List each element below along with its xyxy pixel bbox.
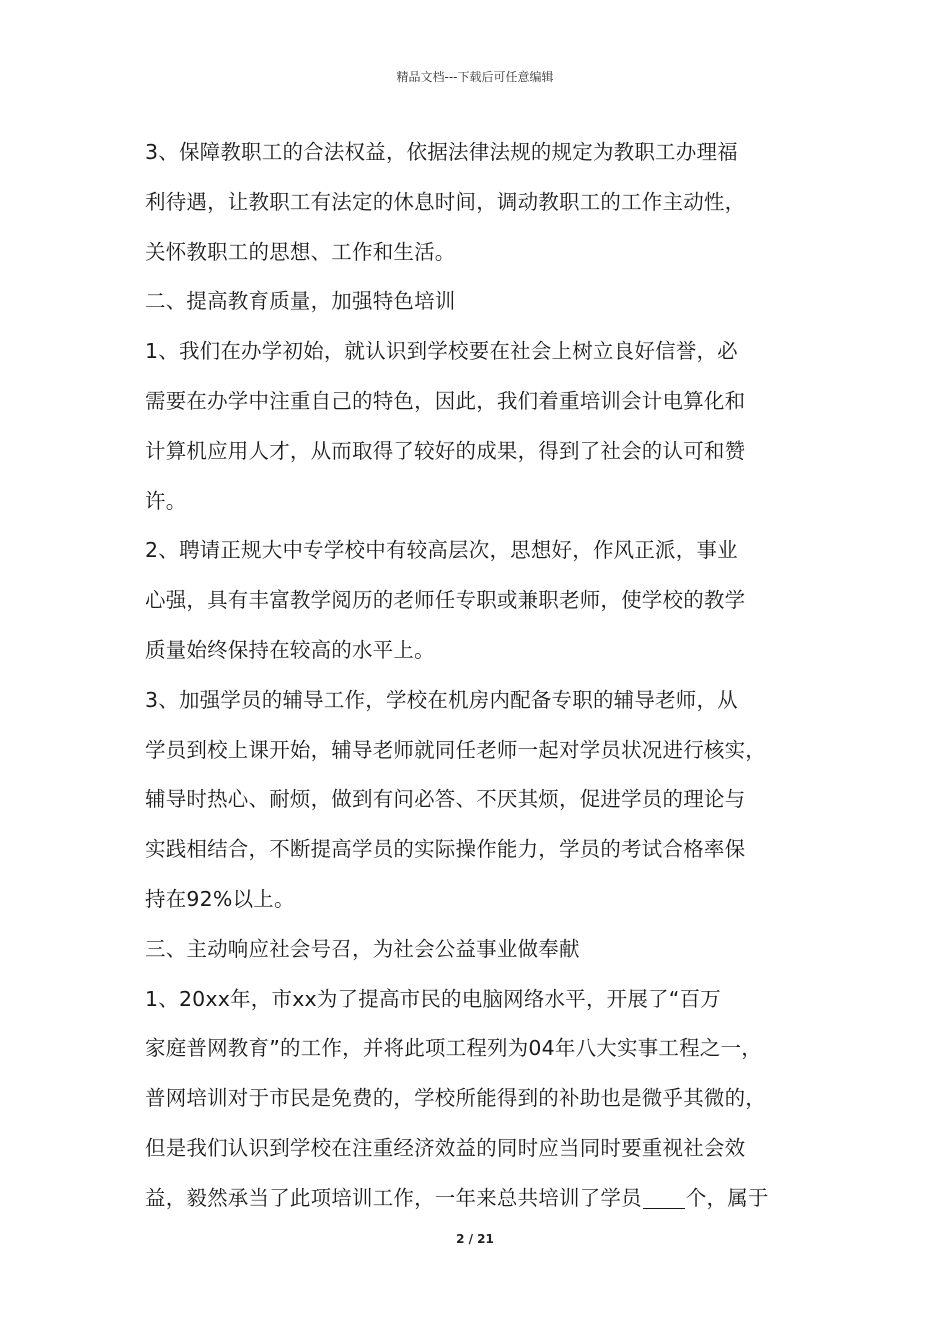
text-line: 持在92%以上。 [145,886,295,911]
fill-in-blank [643,1186,685,1209]
text-line: 需要在办学中注重自己的特色，因此，我们着重培训会计电算化和 [145,388,746,413]
text-line: 1、我们在办学初始，就认识到学校要在社会上树立良好信誉，必 [145,339,738,364]
text-line: 质量始终保持在较高的水平上。 [145,637,435,662]
document-body [145,128,835,1224]
text-line: 学员到校上课开始，辅导老师就同任老师一起对学员状况进行核实， [145,737,766,762]
text-line: 关怀教职工的思想、工作和生活。 [145,239,456,264]
text-line: 3、保障教职工的合法权益，依据法律法规的规定为教职工办理福 [145,140,738,164]
text-line: 实践相结合，不断提高学员的实际操作能力，学员的考试合格率保 [145,837,746,862]
text-line: 家庭普网教育”的工作，并将此项工程列为04年八大实事工程之一， [145,1036,762,1061]
text-line: 心强，具有丰富教学阅历的老师任专职或兼职老师，使学校的教学 [145,588,746,613]
text-line: 许。 [145,488,187,513]
text-segment: 个，属于 [685,1185,769,1210]
page-header: 精品文档---下载后可任意编辑 [396,70,554,84]
text-line: 2、聘请正规大中专学校中有较高层次，思想好，作风正派，事业 [145,538,738,563]
text-line: 利待遇，让教职工有法定的休息时间，调动教职工的工作主动性， [145,189,746,214]
section-heading: 三、主动响应社会号召，为社会公益事业做奉献 [145,936,580,961]
text-line: 计算机应用人才，从而取得了较好的成果，得到了社会的认可和赞 [145,438,746,463]
text-line: 但是我们认识到学校在注重经济效益的同时应当同时要重视社会效 [145,1135,746,1160]
text-line: 普网培训对于市民是免费的，学校所能得到的补助也是微乎其微的， [145,1086,766,1111]
text-line: 1、20xx年，市xx为了提高市民的电脑网络水平，开展了“百万 [145,986,721,1011]
page-number: 2 / 21 [456,1232,494,1246]
text-line: 3、加强学员的辅导工作，学校在机房内配备专职的辅导老师，从 [145,687,738,712]
section-heading: 二、提高教育质量，加强特色培训 [145,289,456,314]
text-segment: 益，毅然承当了此项培训工作，一年来总共培训了学员 [145,1185,642,1210]
text-line: 辅导时热心、耐烦，做到有问必答、不厌其烦，促进学员的理论与 [145,787,746,812]
text-line-with-blank [145,1174,835,1224]
